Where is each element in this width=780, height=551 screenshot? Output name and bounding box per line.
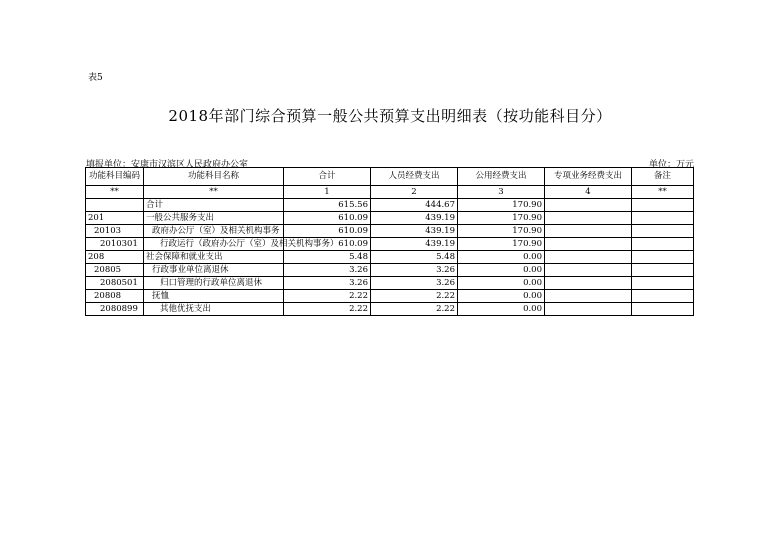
special-cell — [545, 303, 632, 316]
special-cell — [545, 277, 632, 290]
public-cell: 0.00 — [458, 303, 545, 316]
code-cell — [86, 199, 144, 212]
note-cell — [632, 290, 694, 303]
personnel-cell: 439.19 — [371, 238, 458, 251]
note-cell — [632, 251, 694, 264]
public-cell: 170.90 — [458, 199, 545, 212]
table-row — [86, 277, 694, 290]
total-cell: 2.22 — [284, 303, 371, 316]
index-cell: 3 — [458, 186, 545, 199]
total-cell: 615.56 — [284, 199, 371, 212]
special-cell — [545, 251, 632, 264]
code-cell: 201 — [86, 212, 144, 225]
code-cell: 2080899 — [86, 303, 144, 316]
personnel-cell: 3.26 — [371, 264, 458, 277]
total-cell: 610.09 — [284, 212, 371, 225]
name-cell: 行政运行（政府办公厅（室）及相关机构事务） — [144, 238, 284, 251]
name-cell: 行政事业单位离退休 — [144, 264, 284, 277]
total-cell: 610.09 — [284, 225, 371, 238]
special-cell — [545, 225, 632, 238]
note-cell — [632, 277, 694, 290]
public-cell: 170.90 — [458, 225, 545, 238]
code-cell: 2010301 — [86, 238, 144, 251]
currency-unit: 单位：万元 — [648, 160, 694, 170]
public-cell: 170.90 — [458, 212, 545, 225]
note-cell — [632, 238, 694, 251]
header-special: 专项业务经费支出 — [545, 168, 632, 186]
personnel-cell: 5.48 — [371, 251, 458, 264]
name-cell: 政府办公厅（室）及相关机构事务 — [144, 225, 284, 238]
total-cell: 610.09 — [284, 238, 371, 251]
name-cell: 一般公共服务支出 — [144, 212, 284, 225]
code-cell: 20808 — [86, 290, 144, 303]
note-cell — [632, 212, 694, 225]
note-cell — [632, 225, 694, 238]
header-public: 公用经费支出 — [458, 168, 545, 186]
index-cell: ** — [632, 186, 694, 199]
table-header-row — [86, 168, 694, 186]
public-cell: 0.00 — [458, 277, 545, 290]
special-cell — [545, 238, 632, 251]
expenditure-table — [85, 167, 694, 316]
personnel-cell: 3.26 — [371, 277, 458, 290]
index-cell: ** — [86, 186, 144, 199]
name-cell: 其他优抚支出 — [144, 303, 284, 316]
index-cell: 2 — [371, 186, 458, 199]
header-code: 功能科目编码 — [86, 168, 144, 186]
personnel-cell: 439.19 — [371, 212, 458, 225]
note-cell — [632, 303, 694, 316]
index-cell: ** — [144, 186, 284, 199]
special-cell — [545, 290, 632, 303]
name-cell: 合计 — [144, 199, 284, 212]
note-cell — [632, 199, 694, 212]
table-row — [86, 290, 694, 303]
page-title: 2018年部门综合预算一般公共预算支出明细表（按功能科目分） — [168, 107, 612, 125]
public-cell: 0.00 — [458, 251, 545, 264]
special-cell — [545, 264, 632, 277]
note-cell — [632, 264, 694, 277]
total-cell: 2.22 — [284, 290, 371, 303]
table-row — [86, 238, 694, 251]
personnel-cell: 439.19 — [371, 225, 458, 238]
index-cell: 1 — [284, 186, 371, 199]
total-cell: 3.26 — [284, 277, 371, 290]
table-row — [86, 212, 694, 225]
reporting-unit: 填报单位：安康市汉滨区人民政府办公室 — [86, 160, 249, 170]
code-cell: 20103 — [86, 225, 144, 238]
table-row — [86, 199, 694, 212]
personnel-cell: 2.22 — [371, 303, 458, 316]
total-cell: 5.48 — [284, 251, 371, 264]
total-cell: 3.26 — [284, 264, 371, 277]
name-cell: 抚恤 — [144, 290, 284, 303]
code-cell: 20805 — [86, 264, 144, 277]
code-cell: 2080501 — [86, 277, 144, 290]
public-cell: 170.90 — [458, 238, 545, 251]
special-cell — [545, 212, 632, 225]
table-row — [86, 225, 694, 238]
table-row — [86, 264, 694, 277]
header-note: 备注 — [632, 168, 694, 186]
personnel-cell: 2.22 — [371, 290, 458, 303]
name-cell: 社会保障和就业支出 — [144, 251, 284, 264]
code-cell: 208 — [86, 251, 144, 264]
table-row — [86, 303, 694, 316]
public-cell: 0.00 — [458, 290, 545, 303]
table-number-label: 表5 — [88, 73, 103, 83]
public-cell: 0.00 — [458, 264, 545, 277]
index-cell: 4 — [545, 186, 632, 199]
header-name: 功能科目名称 — [144, 168, 284, 186]
header-personnel: 人员经费支出 — [371, 168, 458, 186]
table-row — [86, 251, 694, 264]
header-total: 合计 — [284, 168, 371, 186]
personnel-cell: 444.67 — [371, 199, 458, 212]
index-row — [86, 186, 694, 199]
name-cell: 归口管理的行政单位离退休 — [144, 277, 284, 290]
special-cell — [545, 199, 632, 212]
